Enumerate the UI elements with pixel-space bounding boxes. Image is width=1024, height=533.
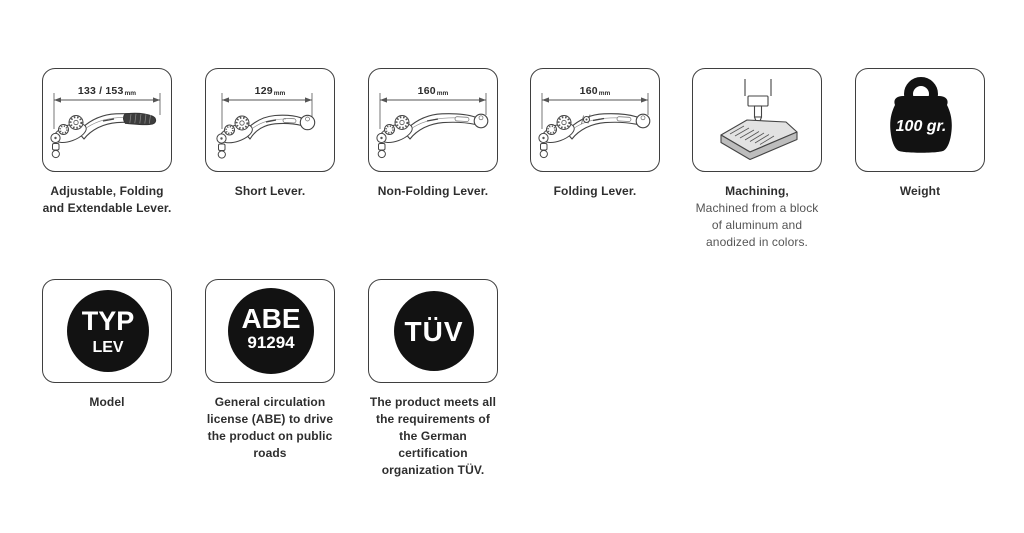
card-weight [855, 68, 985, 200]
dimension-value: 133 / 153 [77, 85, 124, 97]
caption-line: Non-Folding Lever. [377, 184, 489, 198]
caption-line: the product on public [207, 429, 333, 443]
folding-lever-icon-box [530, 68, 660, 172]
caption-line: the requirements of [376, 412, 490, 426]
caption [177, 183, 363, 200]
dimension-unit: mm [436, 90, 449, 97]
caption [14, 183, 200, 217]
caption-line: organization TÜV. [381, 463, 485, 477]
weight-value-label: 100 gr. [895, 118, 947, 135]
short-lever-icon [206, 69, 336, 173]
machining-icon-box [692, 68, 822, 172]
dimension-unit: mm [124, 90, 137, 97]
non-folding-lever-icon-box [368, 68, 498, 172]
card-model [42, 279, 172, 411]
caption-title: Machining, [725, 184, 789, 198]
caption-line: of aluminum and [711, 218, 803, 232]
machining-icon [693, 69, 823, 173]
caption-line: Weight [899, 184, 941, 198]
caption-line: roads [253, 446, 287, 460]
abe-badge-icon [206, 280, 336, 384]
weight-icon-box [855, 68, 985, 172]
tuv-badge-icon [369, 280, 499, 384]
dimension-unit: mm [273, 90, 286, 97]
caption [502, 183, 688, 200]
typ-lev-badge-icon [43, 280, 173, 384]
card-abe-license [205, 279, 335, 462]
model-badge-box [42, 279, 172, 383]
badge-text-bottom: LEV [92, 339, 124, 356]
caption [14, 394, 200, 411]
non-folding-lever-icon [369, 69, 499, 173]
badge-text-top: TÜV [404, 316, 464, 347]
dimension-value: 160 [417, 85, 436, 97]
badge-text-top: TYP [81, 306, 135, 336]
caption-line: the German [399, 429, 467, 443]
card-machining [692, 68, 822, 251]
card-tuv-certification [368, 279, 498, 479]
caption-line: Machined from a block [695, 201, 819, 215]
card-non-folding-lever [368, 68, 498, 200]
abe-badge-box [205, 279, 335, 383]
badge-text-top: ABE [241, 303, 301, 334]
caption-line: license (ABE) to drive [206, 412, 334, 426]
caption-line: Model [89, 395, 125, 409]
folding-lever-icon [531, 69, 661, 173]
adjustable-lever-icon [43, 69, 173, 173]
caption [827, 183, 1013, 200]
card-short-lever [205, 68, 335, 200]
card-adjustable-lever [42, 68, 172, 217]
caption-line: certification [398, 446, 468, 460]
dimension-unit: mm [598, 90, 611, 97]
caption [177, 394, 363, 462]
caption-line: Folding Lever. [553, 184, 637, 198]
badge-text-bottom: 91294 [247, 333, 295, 352]
tuv-badge-box [368, 279, 498, 383]
weight-icon [856, 69, 986, 173]
caption-line: anodized in colors. [706, 235, 808, 249]
caption-line: General circulation [214, 395, 326, 409]
dimension-value: 160 [579, 85, 598, 97]
caption [340, 183, 526, 200]
caption-line: The product meets all [369, 395, 497, 409]
short-lever-icon-box [205, 68, 335, 172]
caption [340, 394, 526, 479]
adjustable-lever-icon-box [42, 68, 172, 172]
caption-line: Short Lever. [234, 184, 306, 198]
dimension-value: 129 [254, 85, 273, 97]
caption [664, 183, 850, 251]
caption-line: Adjustable, Folding [50, 184, 164, 198]
caption-line: and Extendable Lever. [42, 201, 172, 215]
card-folding-lever [530, 68, 660, 200]
